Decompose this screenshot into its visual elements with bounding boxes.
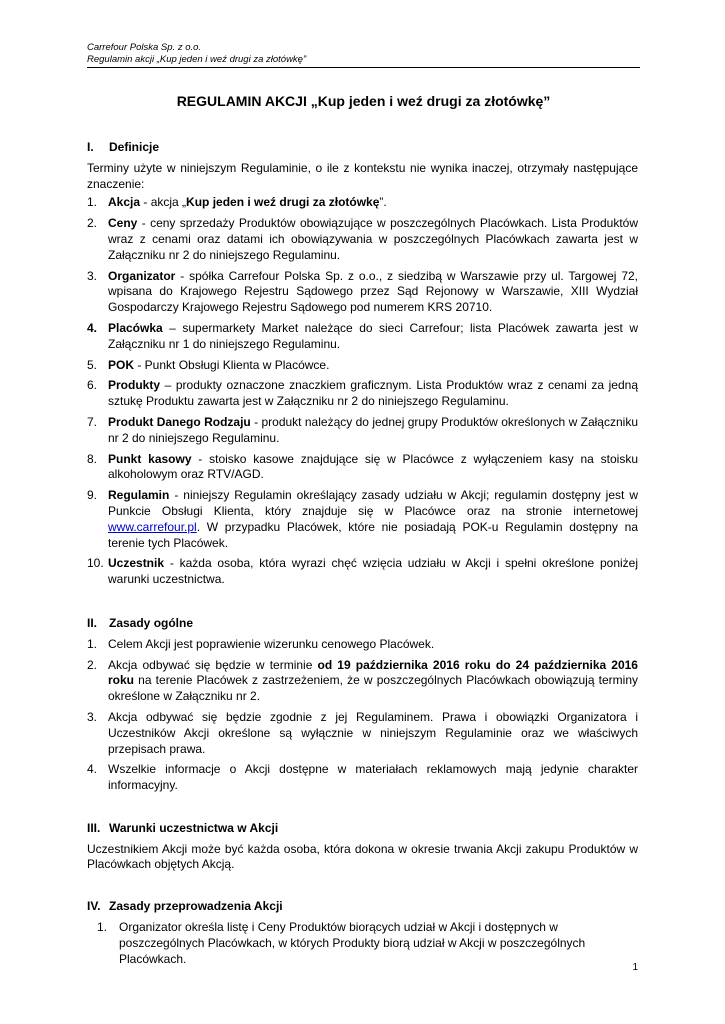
carrefour-website-link[interactable]: www.carrefour.pl [108, 519, 197, 534]
item-desc: - ceny sprzedaży Produktów obowiązujące w poszczególnych Placówkach. Lista Produktów wraz z cenami oraz datami ich obowiązywania w poszczególnych Placówkach zawarta jest w Załączniku nr 2 do niniejszego Regulaminu. [108, 216, 638, 262]
list-item [87, 637, 638, 653]
definitions-intro: Terminy użyte w niniejszym Regulaminie, o ile z kontekstu nie wynika inaczej, otrzymały następujące znaczenie: [87, 160, 638, 191]
item-text [108, 216, 638, 263]
item-number: 1. [87, 636, 98, 651]
item-desc: - każda osoba, która wyrazi chęć wzięcia udziału w Akcji i spełni określone poniżej warunki uczestnictwa. [108, 556, 638, 587]
page-header [87, 42, 640, 68]
item-end: ”. [379, 195, 387, 210]
item-text [108, 378, 638, 410]
item-text: Celem Akcji jest poprawienie wizerunku cenowego Placówek. [108, 636, 435, 651]
item-term: Produkty [108, 378, 161, 393]
list-item [87, 658, 638, 705]
item-text [108, 415, 638, 447]
general-rules-list [87, 637, 638, 794]
item-text [108, 488, 638, 551]
section-number: III. [87, 820, 101, 835]
section-participation-conditions [87, 821, 638, 873]
item-desc-cont: . W przypadku Placówek, które nie posiadają POK-u Regulamin dostępny na terenie tych Placówek. [108, 519, 638, 550]
section-title: Warunki uczestnictwa w Akcji [109, 820, 279, 835]
section-heading [87, 616, 638, 632]
list-item [87, 556, 638, 588]
item-number: 9. [87, 488, 98, 503]
item-number: 4. [87, 762, 98, 777]
section-heading [87, 140, 638, 156]
item-term: Regulamin [108, 488, 170, 503]
section-number: II. [87, 615, 98, 630]
document-body [87, 140, 638, 967]
item-text [108, 321, 638, 353]
participation-text: Uczestnikiem Akcji może być każda osoba, która dokona w okresie trwania Akcji zakupu Produktów w Placówkach objętych Akcją. [87, 841, 638, 872]
item-term: Akcja [108, 195, 141, 210]
item-term: Uczestnik [108, 556, 165, 571]
item-number: 7. [87, 414, 98, 429]
list-item [87, 710, 638, 757]
item-desc: – supermarkety Market należące do sieci Carrefour; lista Placówek zawarta jest w Załączniku nr 1 do niniejszego Regulaminu. [108, 320, 638, 351]
list-item [87, 269, 638, 316]
item-term: Ceny [108, 216, 138, 231]
item-term: Produkt Danego Rodzaju [108, 414, 251, 429]
list-item [87, 415, 638, 447]
item-bold: Kup jeden i weź drugi za złotówkę [186, 195, 380, 210]
item-text: Organizator określa listę i Ceny Produktów biorących udział w Akcji i dostępnych w poszczególnych Placówkach, w których Produkty biorą udział w Akcji w poszczególnych Placówkach. [119, 920, 586, 966]
list-item [87, 321, 638, 353]
header-subtitle: Regulamin akcji „Kup jeden i weź drugi za złotówkę” [87, 54, 307, 65]
item-text [108, 452, 638, 484]
section-conduct-rules [87, 899, 638, 967]
section-heading [87, 899, 638, 915]
item-term: Organizator [108, 268, 176, 283]
header-company: Carrefour Polska Sp. z o.o. [87, 42, 202, 53]
list-item [87, 195, 638, 211]
list-item [87, 452, 638, 484]
item-desc: - produkt należący do jednej grupy Produktów określonych w Załączniku nr 2 do niniejszego Regulaminu. [108, 414, 638, 445]
item-desc: na terenie Placówek z zastrzeżeniem, że w poszczególnych Placówkach obowiązują terminy określone w Załączniku nr 2. [108, 673, 638, 704]
item-term: POK [108, 357, 135, 372]
item-number: 1. [87, 195, 98, 210]
item-pre: Akcja odbywać się będzie w terminie [108, 657, 318, 672]
item-text [108, 358, 638, 374]
item-desc: - niniejszy Regulamin określający zasady udziału w Akcji; regulamin dostępny jest w Punkcie Obsługi Klienta, który znajduje się w Placówce oraz na stronie internetowej [108, 488, 638, 518]
item-term: Placówka [108, 320, 163, 335]
section-general-rules [87, 616, 638, 794]
item-text [108, 195, 638, 211]
section-title: Zasady ogólne [109, 615, 194, 630]
item-sep: - akcja „ [140, 195, 187, 210]
conduct-rules-list [87, 920, 638, 967]
item-number: 4. [87, 320, 98, 335]
section-title: Zasady przeprowadzenia Akcji [109, 899, 283, 914]
list-item [87, 762, 638, 794]
item-dates: od 19 października 2016 roku do 24 października 2016 roku [108, 657, 638, 688]
list-item [87, 488, 638, 551]
item-text [108, 556, 638, 588]
item-text [108, 269, 638, 316]
item-number: 3. [87, 268, 98, 283]
list-item [87, 378, 638, 410]
list-item [87, 216, 638, 263]
item-desc: – produkty oznaczone znaczkiem graficznym. Lista Produktów wraz z cenami za jedną sztukę Produktu zawarta jest w Załączniku nr 2 do niniejszego Regulaminu. [108, 378, 638, 409]
section-title: Definicje [109, 140, 160, 154]
definitions-list [87, 195, 638, 588]
item-number: 5. [87, 357, 98, 372]
page-number: 1 [632, 962, 638, 973]
item-number: 3. [87, 709, 98, 724]
section-number: I. [87, 140, 94, 154]
item-number: 10. [87, 556, 104, 571]
section-definitions [87, 140, 638, 588]
section-heading [87, 821, 638, 837]
list-item [87, 358, 638, 374]
item-number: 2. [87, 216, 98, 231]
item-desc: - spółka Carrefour Polska Sp. z o.o., z siedzibą w Warszawie przy ul. Targowej 72, wpisana do Krajowego Rejestru Sądowego przez Sąd Rejonowy w Warszawie, XIII Wydział Gospodarczy Krajowego Rejestru Sądowego pod numerem KRS 20710. [108, 268, 638, 315]
item-number: 2. [87, 657, 98, 672]
item-number: 6. [87, 378, 98, 393]
item-text [108, 658, 638, 705]
item-desc: - stoisko kasowe znajdujące się w Placówce z wyłączeniem kasy na stoisku alkoholowym oraz RTV/AGD. [108, 451, 638, 482]
item-text: Wszelkie informacje o Akcji dostępne w materiałach reklamowych mają jedynie charakter informacyjny. [108, 762, 638, 793]
list-item [87, 920, 638, 967]
document-title: REGULAMIN AKCJI „Kup jeden i weź drugi za złotówkę” [176, 93, 551, 109]
item-term: Punkt kasowy [108, 451, 192, 466]
item-text: Akcja odbywać się będzie zgodnie z jej Regulaminem. Prawa i obowiązki Organizatora i Uczestników Akcji określone są wyłącznie w niniejszym Regulaminie oraz we właściwych przepisach prawa. [108, 709, 638, 756]
item-desc: - Punkt Obsługi Klienta w Placówce. [134, 357, 330, 372]
item-number: 8. [87, 451, 98, 466]
section-number: IV. [87, 899, 101, 914]
item-number: 1. [97, 920, 108, 935]
